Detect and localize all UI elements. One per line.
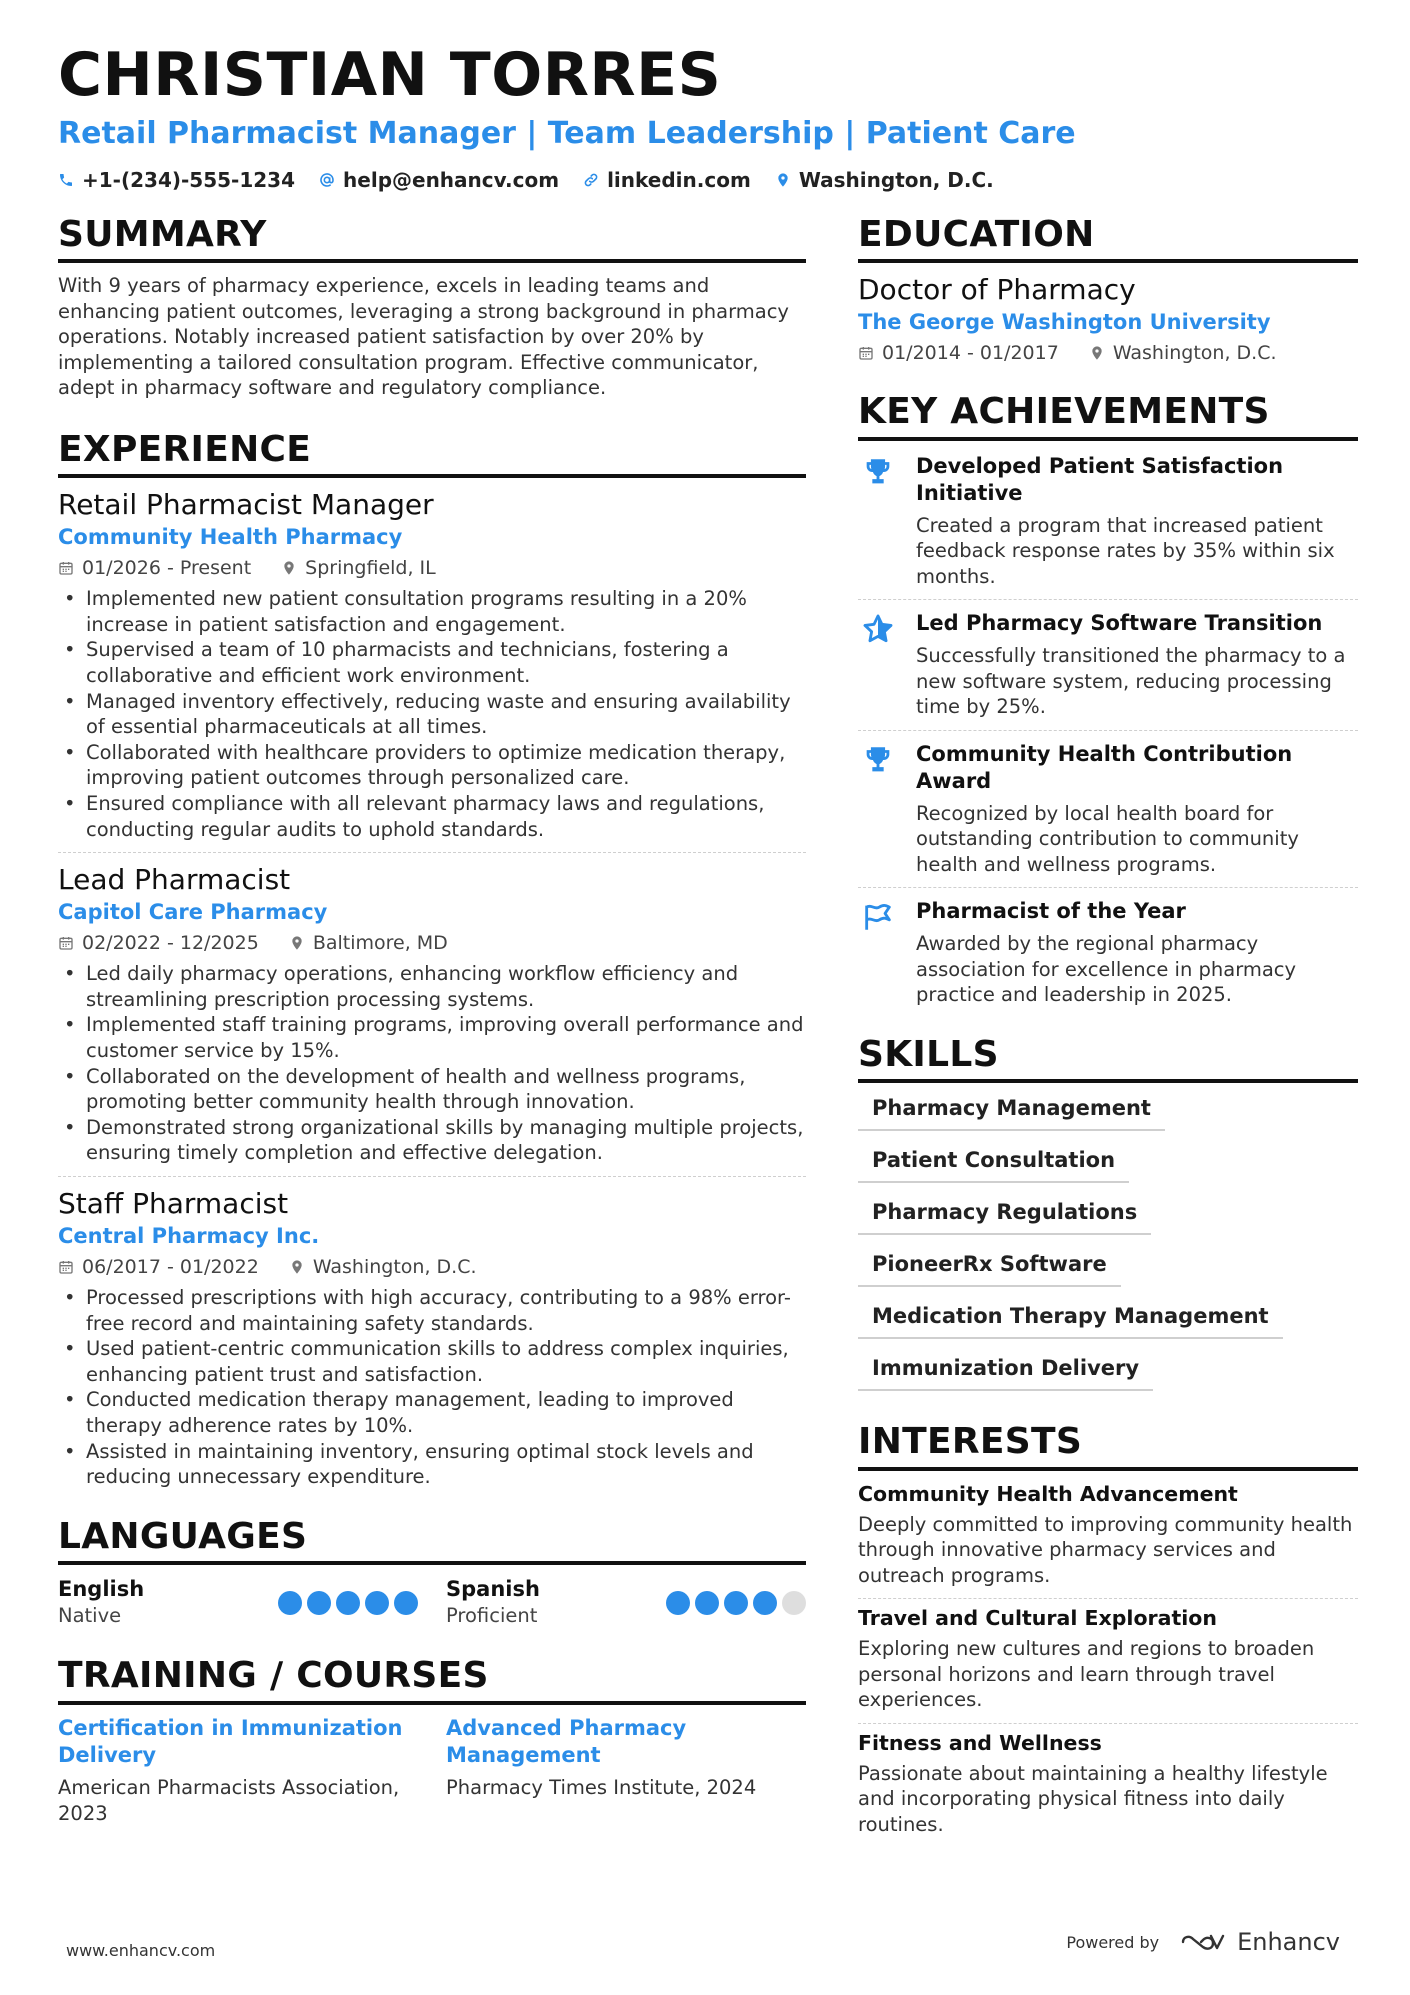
calendar-icon <box>58 560 74 576</box>
job-dates <box>58 929 259 957</box>
language-rating <box>666 1591 806 1615</box>
education-title: EDUCATION <box>858 214 1358 263</box>
job-meta <box>58 554 806 582</box>
achievement-desc: Recognized by local health board for outstanding contribution to community health and wellness programs. <box>916 801 1299 876</box>
job-location-text: Washington, D.C. <box>312 1255 477 1278</box>
training-section <box>58 1655 806 1826</box>
footer-branding <box>1066 1928 1340 1956</box>
language-name: Spanish <box>446 1577 540 1602</box>
rating-dot-filled <box>394 1591 418 1615</box>
interest-desc: Passionate about maintaining a healthy lifestyle and incorporating physical fitness into daily routines. <box>858 1761 1328 1836</box>
interest-item <box>858 1599 1358 1724</box>
job-bullet: • Implemented staff training programs, improving overall performance and customer service by 15%. <box>58 1012 806 1063</box>
job-title: Lead Pharmacist <box>58 863 291 897</box>
job-dates-text: 06/2017 - 01/2022 <box>82 1255 259 1278</box>
rating-dot-filled <box>336 1591 360 1615</box>
contact-phone <box>58 168 295 192</box>
course-item <box>446 1715 806 1827</box>
achievement-item <box>858 600 1358 731</box>
job-location-text: Springfield, IL <box>305 557 436 580</box>
job-bullet: • Assisted in maintaining inventory, ensuring optimal stock levels and reducing unnecessary expenditure. <box>58 1439 806 1490</box>
location-pin-icon <box>775 172 791 188</box>
interest-item <box>858 1475 1358 1600</box>
star-icon <box>858 610 898 646</box>
job-dates-text: 01/2026 - Present <box>82 557 252 580</box>
contact-linkedin <box>583 168 751 192</box>
language-rating <box>278 1591 418 1615</box>
job-bullets <box>58 1285 806 1490</box>
headline: Retail Pharmacist Manager | Team Leadership | Patient Care <box>58 116 1076 151</box>
language-level: Native <box>58 1604 122 1628</box>
achievement-desc: Awarded by the regional pharmacy association for excellence in pharmacy practice and leadership in 2025. <box>916 932 1297 1007</box>
course-org: Pharmacy Times Institute, 2024 <box>446 1775 757 1799</box>
achievement-item <box>858 731 1358 889</box>
education-school: The George Washington University <box>858 310 1271 335</box>
rating-dot-empty <box>782 1591 806 1615</box>
experience-section <box>58 429 806 1500</box>
job-entry <box>58 1176 806 1500</box>
contact-location <box>775 168 994 192</box>
language-level: Proficient <box>446 1604 538 1628</box>
interests-title: INTERESTS <box>858 1421 1358 1470</box>
languages-title: LANGUAGES <box>58 1516 806 1565</box>
summary-text: With 9 years of pharmacy experience, excels in leading teams and enhancing patient outcomes, leveraging a strong background in pharmacy operations. Notably increased patient satisfaction by over 20% by implementing a tailored consultation program. Effective communicator, adept in pharmacy software and regulatory compliance. <box>58 274 789 400</box>
skills-list <box>858 1093 1358 1391</box>
at-icon <box>319 172 335 188</box>
calendar-icon <box>58 935 74 951</box>
education-location <box>1089 339 1277 367</box>
powered-by-text: Powered by <box>1066 1932 1160 1952</box>
job-dates <box>58 1253 259 1281</box>
achievement-title: Led Pharmacy Software Transition <box>916 611 1323 636</box>
job-title: Retail Pharmacist Manager <box>58 488 434 522</box>
flag-icon <box>858 898 898 934</box>
rating-dot-filled <box>666 1591 690 1615</box>
language-item <box>446 1575 806 1629</box>
rating-dot-filled <box>307 1591 331 1615</box>
interests-section <box>858 1421 1358 1847</box>
rating-dot-filled <box>278 1591 302 1615</box>
education-location-text: Washington, D.C. <box>1112 342 1277 365</box>
courses-list <box>58 1715 806 1827</box>
interest-desc: Deeply committed to improving community health through innovative pharmacy services and outreach programs. <box>858 1512 1353 1587</box>
phone-icon <box>58 172 74 188</box>
rating-dot-filled <box>724 1591 748 1615</box>
location-text: Washington, D.C. <box>798 168 994 192</box>
skill-tag: PioneerRx Software <box>858 1249 1121 1287</box>
skill-tag: Medication Therapy Management <box>858 1301 1283 1339</box>
job-bullet: • Led daily pharmacy operations, enhancing workflow efficiency and streamlining prescription processing systems. <box>58 961 806 1012</box>
job-entry <box>58 488 806 852</box>
training-title: TRAINING / COURSES <box>58 1655 806 1704</box>
location-pin-icon <box>1089 345 1105 361</box>
job-bullet: • Conducted medication therapy management, leading to improved therapy adherence rates by 10%. <box>58 1387 806 1438</box>
achievement-title: Pharmacist of the Year <box>916 899 1186 924</box>
job-title: Staff Pharmacist <box>58 1186 289 1220</box>
rating-dot-filled <box>753 1591 777 1615</box>
languages-list <box>58 1575 806 1629</box>
job-location-text: Baltimore, MD <box>312 932 448 955</box>
calendar-icon <box>58 1259 74 1275</box>
achievements-section <box>858 391 1358 1017</box>
calendar-icon <box>858 345 874 361</box>
footer-website[interactable]: www.enhancv.com <box>66 1941 216 1960</box>
job-bullets <box>58 586 806 842</box>
course-title: Certification in Immunization Delivery <box>58 1715 403 1767</box>
achievement-item <box>858 888 1358 1018</box>
enhancv-logo-icon <box>1181 1930 1227 1954</box>
job-bullet: • Processed prescriptions with high accuracy, contributing to a 98% error-free record and maintaining safety standards. <box>58 1285 806 1336</box>
course-title: Advanced Pharmacy Management <box>446 1715 687 1767</box>
skill-tag: Pharmacy Regulations <box>858 1197 1151 1235</box>
education-section <box>858 214 1358 367</box>
right-column <box>858 214 1358 1847</box>
skill-tag: Pharmacy Management <box>858 1093 1165 1131</box>
language-item <box>58 1575 418 1629</box>
interest-title: Travel and Cultural Exploration <box>858 1606 1217 1631</box>
job-company: Capitol Care Pharmacy <box>58 900 328 925</box>
experience-title: EXPERIENCE <box>58 429 806 478</box>
rating-dot-filled <box>695 1591 719 1615</box>
course-item <box>58 1715 418 1827</box>
job-entry <box>58 852 806 1176</box>
job-location <box>289 1253 477 1281</box>
brand-name: Enhancv <box>1237 1928 1340 1956</box>
job-bullet: • Ensured compliance with all relevant pharmacy laws and regulations, conducting regular audits to uphold standards. <box>58 791 806 842</box>
interest-title: Fitness and Wellness <box>858 1730 1102 1755</box>
education-dates-text: 01/2014 - 01/2017 <box>882 342 1059 365</box>
phone-text: +1-(234)-555-1234 <box>82 168 296 192</box>
job-bullet: • Supervised a team of 10 pharmacists and technicians, fostering a collaborative and efficient work environment. <box>58 637 806 688</box>
left-column <box>58 214 806 1827</box>
job-bullet: • Collaborated on the development of health and wellness programs, promoting better community health through innovation. <box>58 1064 806 1115</box>
job-meta <box>58 929 806 957</box>
job-location <box>289 929 448 957</box>
job-bullet: • Used patient-centric communication skills to address complex inquiries, enhancing patient trust and satisfaction. <box>58 1336 806 1387</box>
brand-logo[interactable] <box>1181 1928 1340 1956</box>
location-pin-icon <box>289 935 305 951</box>
summary-section <box>58 214 806 401</box>
job-bullet: • Demonstrated strong organizational skills by managing multiple projects, ensuring timely completion and effective delegation. <box>58 1115 806 1166</box>
education-dates <box>858 339 1059 367</box>
job-bullet: • Collaborated with healthcare providers to optimize medication therapy, improving patient outcomes through personalized care. <box>58 740 806 791</box>
location-pin-icon <box>289 1259 305 1275</box>
job-bullet: • Implemented new patient consultation programs resulting in a 20% increase in patient satisfaction and engagement. <box>58 586 806 637</box>
job-bullet: • Managed inventory effectively, reducing waste and ensuring availability of essential pharmaceuticals at all times. <box>58 689 806 740</box>
job-company: Community Health Pharmacy <box>58 525 403 550</box>
achievement-item <box>858 443 1358 601</box>
skills-section <box>858 1034 1358 1391</box>
education-degree: Doctor of Pharmacy <box>858 273 1136 307</box>
skills-title: SKILLS <box>858 1034 1358 1083</box>
language-name: English <box>58 1577 145 1602</box>
summary-title: SUMMARY <box>58 214 806 263</box>
job-dates-text: 02/2022 - 12/2025 <box>82 932 259 955</box>
achievement-desc: Created a program that increased patient feedback response rates by 35% within six months. <box>916 513 1335 588</box>
languages-section <box>58 1516 806 1629</box>
achievement-title: Developed Patient Satisfaction Initiative <box>916 453 1284 505</box>
achievement-desc: Successfully transitioned the pharmacy to a new software system, reducing processing time by 25%. <box>916 644 1346 719</box>
job-dates <box>58 554 251 582</box>
interest-title: Community Health Advancement <box>858 1481 1238 1506</box>
contact-bar <box>58 168 994 192</box>
rating-dot-filled <box>365 1591 389 1615</box>
linkedin-text: linkedin.com <box>607 168 751 192</box>
candidate-name: CHRISTIAN TORRES <box>58 40 722 110</box>
link-icon <box>583 172 599 188</box>
achievements-title: KEY ACHIEVEMENTS <box>858 391 1358 440</box>
achievement-title: Community Health Contribution Award <box>916 741 1293 793</box>
trophy-icon <box>858 741 898 777</box>
course-org: American Pharmacists Association, 2023 <box>58 1775 400 1825</box>
contact-email <box>319 168 559 192</box>
education-meta <box>858 339 1358 367</box>
skill-tag: Patient Consultation <box>858 1145 1129 1183</box>
interest-desc: Exploring new cultures and regions to broaden personal horizons and learn through travel experiences. <box>858 1637 1315 1712</box>
location-pin-icon <box>281 560 297 576</box>
job-meta <box>58 1253 806 1281</box>
interest-item <box>858 1724 1358 1848</box>
job-company: Central Pharmacy Inc. <box>58 1223 320 1248</box>
email-text: help@enhancv.com <box>343 168 560 192</box>
job-bullets <box>58 961 806 1166</box>
job-location <box>281 554 436 582</box>
skill-tag: Immunization Delivery <box>858 1353 1153 1391</box>
trophy-icon <box>858 453 898 489</box>
